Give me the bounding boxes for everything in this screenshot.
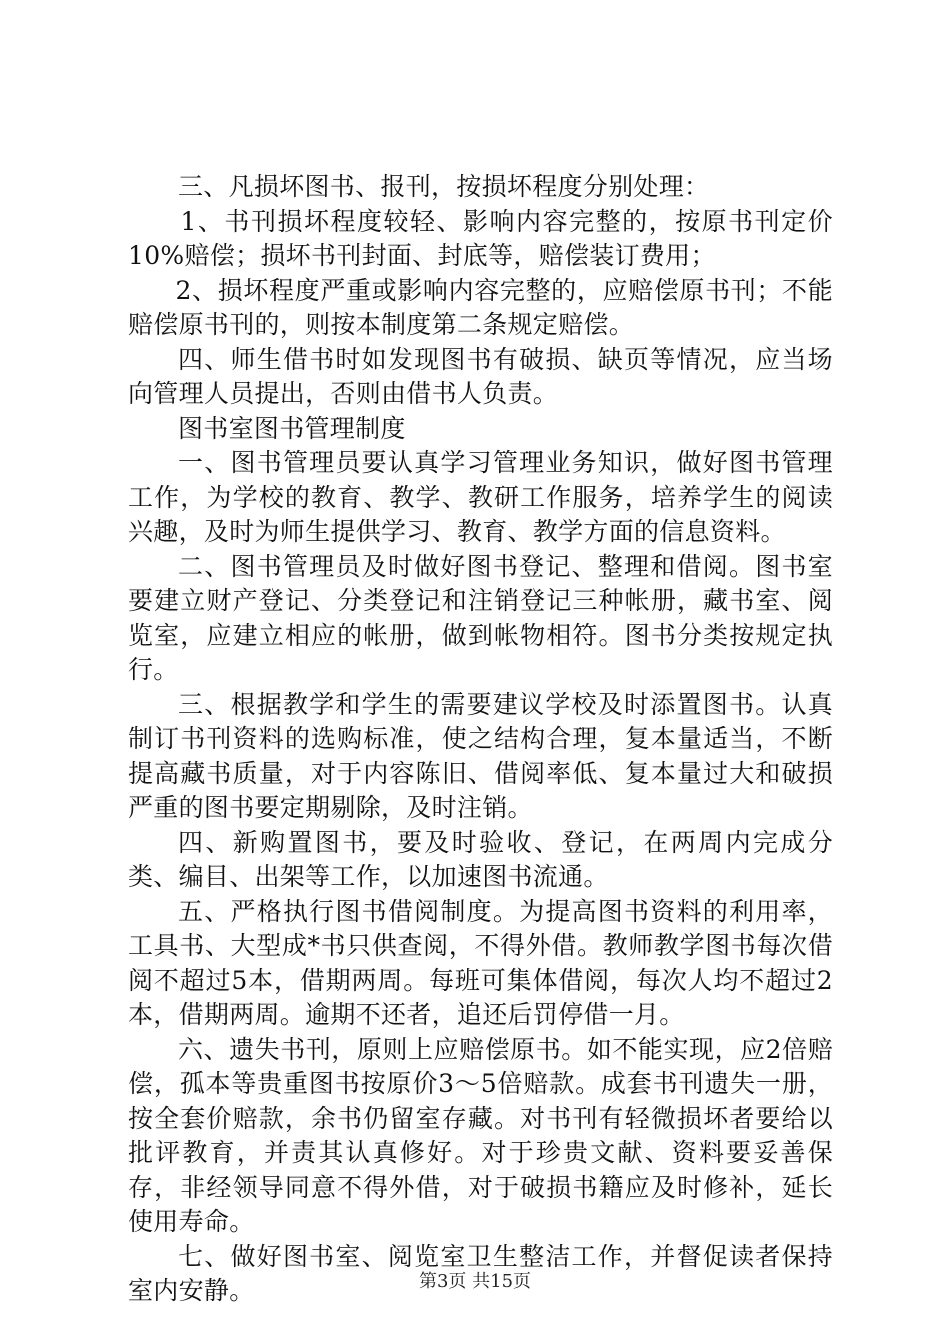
paragraph-rule-4: 四、新购置图书，要及时验收、登记，在两周内完成分类、编目、出架等工作，以加速图书流通。	[128, 827, 833, 891]
paragraph-damage-rules: 三、凡损坏图书、报刊，按损坏程度分别处理：	[178, 172, 710, 201]
paragraph-borrow-check: 四、师生借书时如发现图书有破损、缺页等情况，应当场向管理人员提出，否则由借书人负责。	[128, 344, 833, 408]
paragraph-rule-6: 六、遗失书刊，原则上应赔偿原书。如不能实现，应2倍赔偿，孤本等贵重图书按原价3～5倍赔款。成套书刊遗失一册，按全套价赔款，余书仍留室存藏。对书刊有轻微损坏者要给以批评教育，并责其认真修好。对于珍贵文献、资料要妥善保存，非经领导同意不得外借，对于破损书籍应及时修补，延长使用寿命。	[128, 1034, 833, 1236]
paragraph-rule-1: 一、图书管理员要认真学习管理业务知识，做好图书管理工作，为学校的教育、教学、教研工作服务，培养学生的阅读兴趣，及时为师生提供学习、教育、教学方面的信息资料。	[128, 448, 833, 546]
paragraph-rule-3: 三、根据教学和学生的需要建议学校及时添置图书。认真制订书刊资料的选购标准，使之结构合理，复本量适当，不断提高藏书质量，对于内容陈旧、借阅率低、复本量过大和破损严重的图书要定期剔除，及时注销。	[128, 689, 833, 822]
document-body	[128, 170, 833, 1309]
paragraph-damage-severe: 2、损坏程度严重或影响内容完整的，应赔偿原书刊；不能赔偿原书刊的，则按本制度第二条规定赔偿。	[128, 275, 833, 339]
paragraph-rule-7: 七、做好图书室、阅览室卫生整洁工作，并督促读者保持室内安静。	[128, 1241, 833, 1305]
paragraph-rule-2: 二、图书管理员及时做好图书登记、整理和借阅。图书室要建立财产登记、分类登记和注销登记三种帐册，藏书室、阅览室，应建立相应的帐册，做到帐物相符。图书分类按规定执行。	[128, 551, 833, 684]
page-number-footer: 第3页 共15页	[418, 1271, 532, 1292]
paragraph-damage-minor: 1、书刊损坏程度较轻、影响内容完整的，按原书刊定价10%赔偿；损坏书刊封面、封底等，赔偿装订费用；	[128, 206, 833, 270]
paragraph-rule-5: 五、严格执行图书借阅制度。为提高图书资料的利用率，工具书、大型成*书只供查阅，不得外借。教师教学图书每次借阅不超过5本，借期两周。每班可集体借阅，每次人均不超过2本，借期两周。逾期不还者，追还后罚停借一月。	[128, 896, 833, 1029]
section-heading: 图书室图书管理制度	[178, 413, 406, 443]
